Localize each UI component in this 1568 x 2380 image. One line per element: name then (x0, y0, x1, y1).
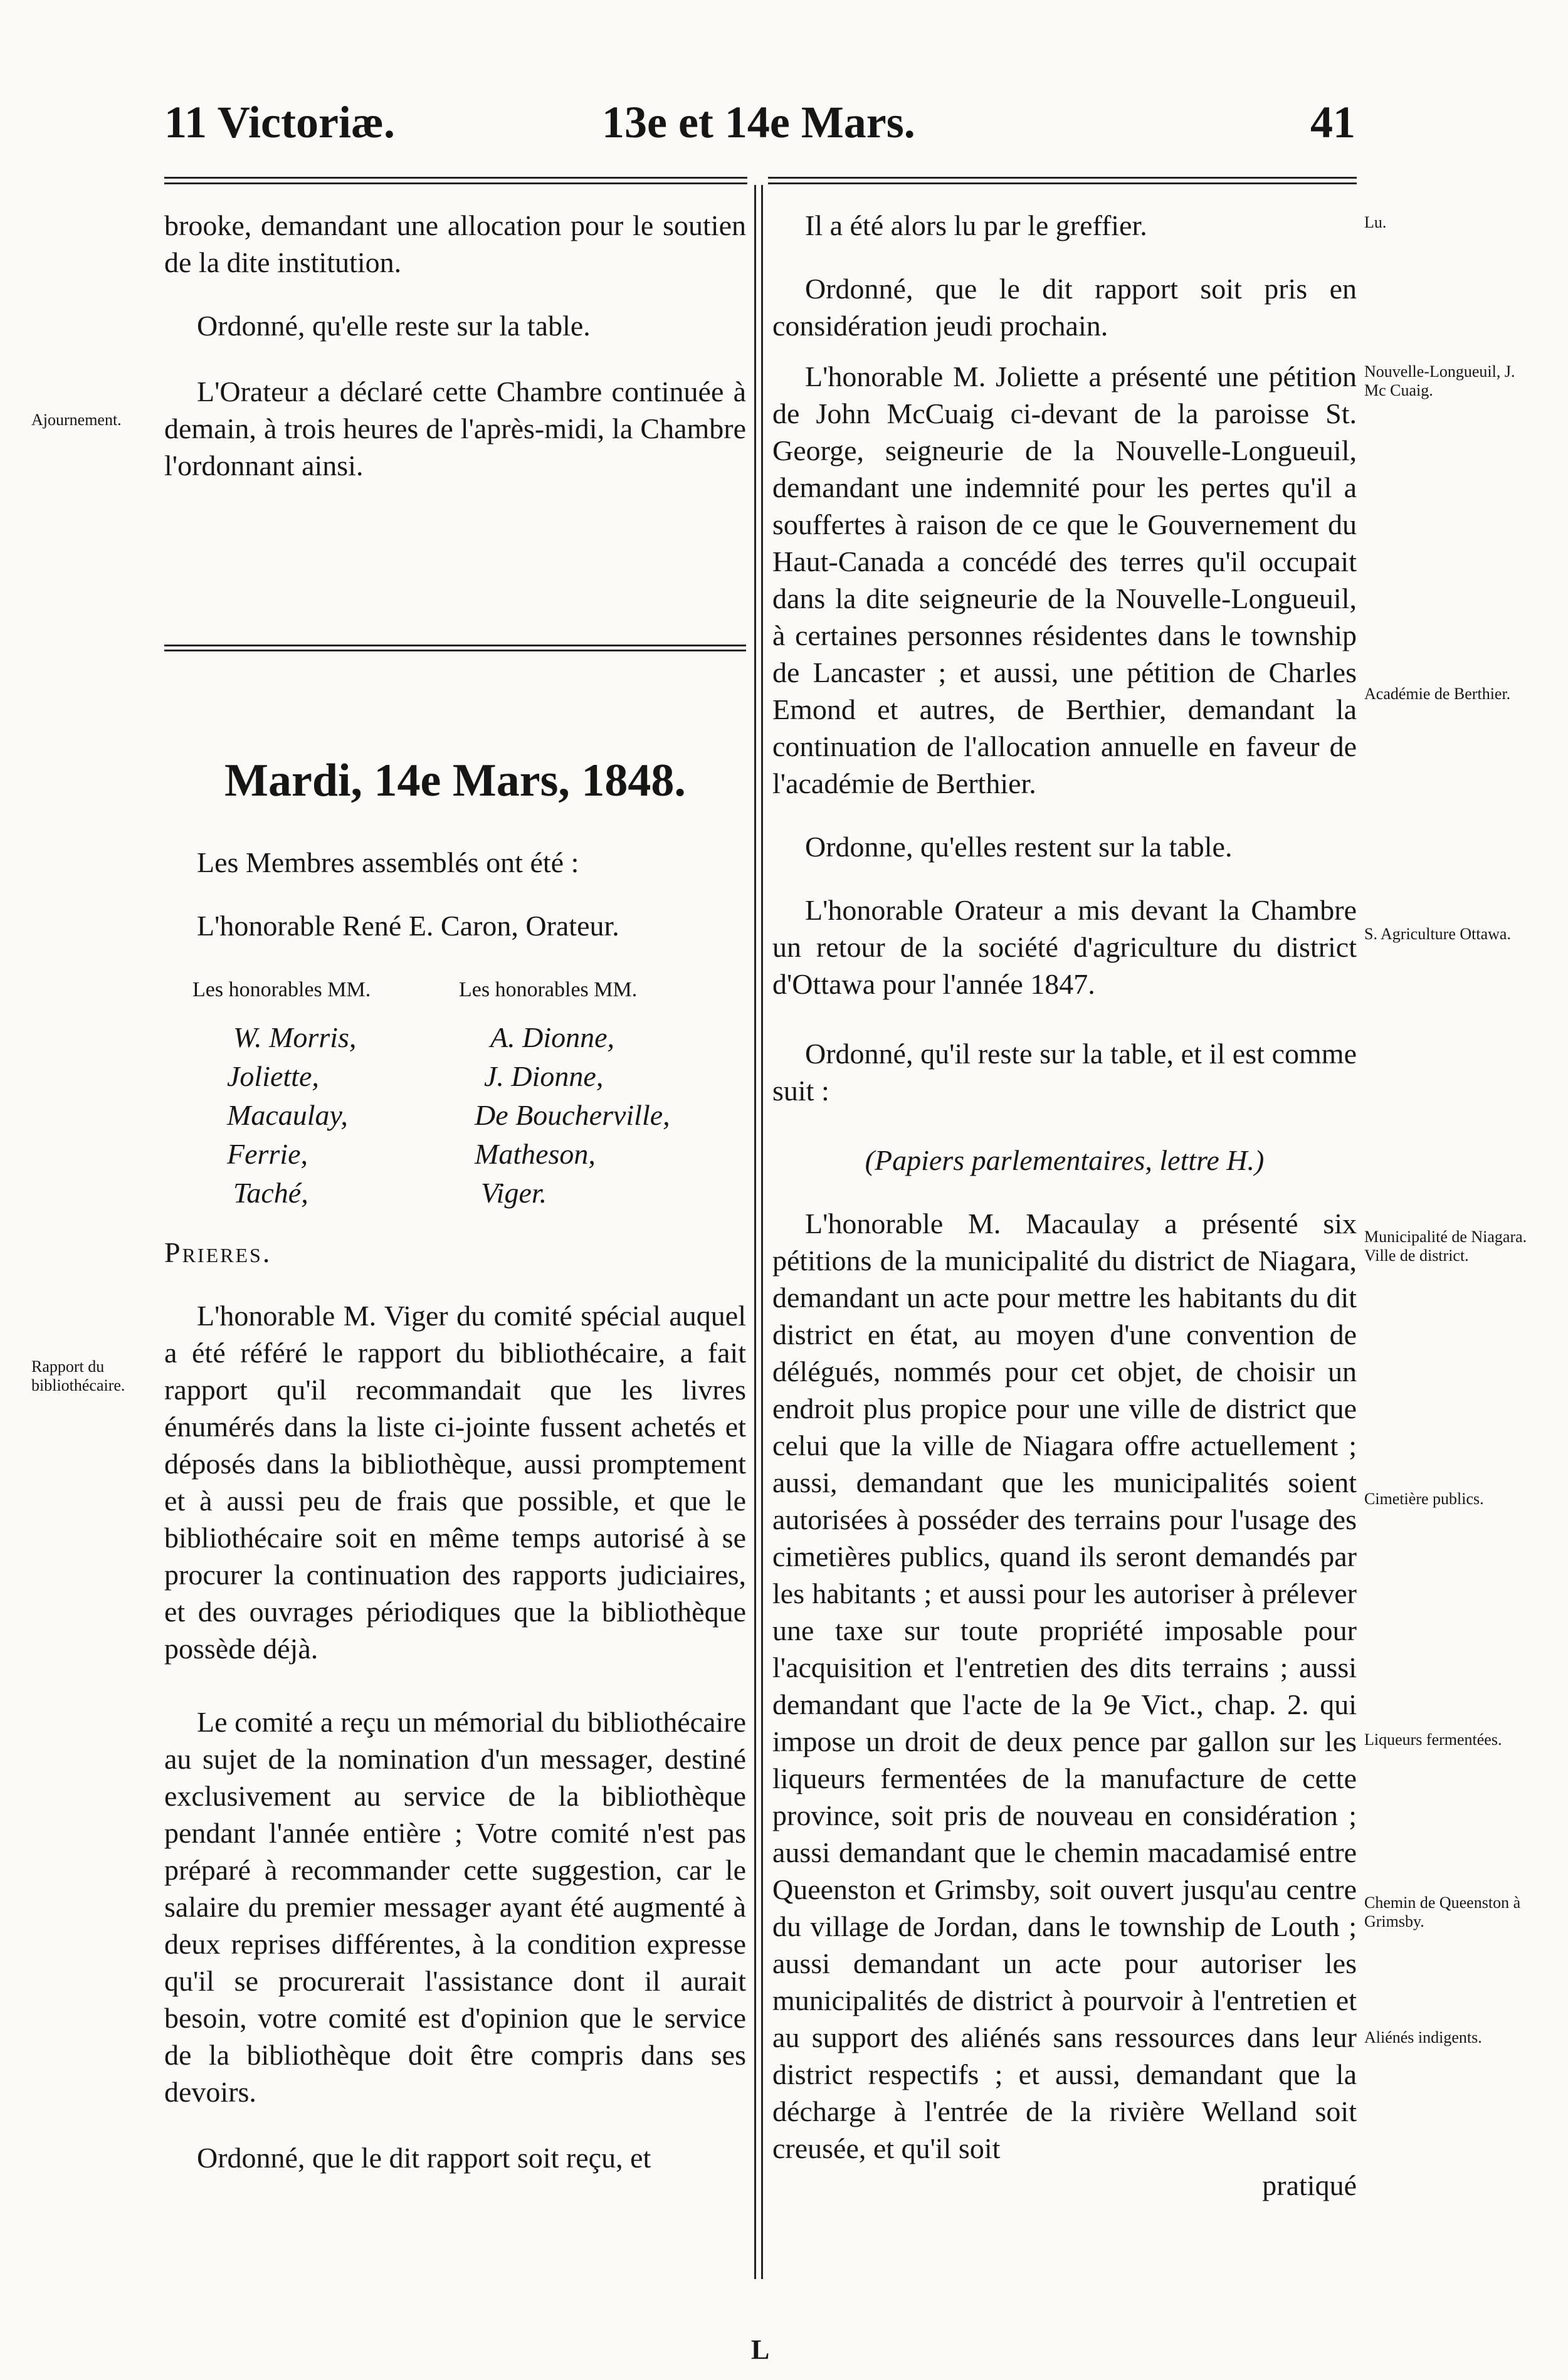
prieres-heading: Prieres. (164, 1236, 272, 1268)
paragraph: (Papiers parlementaires, lettre H.) (865, 1144, 1265, 1176)
member-name: De Boucherville, (475, 1099, 670, 1131)
member-name: Macaulay, (227, 1099, 348, 1131)
margin-note-academie: Académie de Berthier. (1364, 685, 1511, 703)
members-list (164, 971, 746, 1213)
margin-note-chemin: Chemin de Queenston à Grimsby. (1364, 1893, 1521, 1930)
paragraph: pratiqué (1262, 2169, 1357, 2201)
margin-note-liqueurs: Liqueurs fermentées. (1364, 1730, 1502, 1749)
margin-note-agriculture: S. Agriculture Ottawa. (1364, 925, 1511, 943)
paragraph: brooke, demandant une allocation pour le soutien de la dite institution. (164, 209, 746, 278)
paragraph: Il a été alors lu par le greffier. (805, 209, 1147, 241)
running-head-center: 13e et 14e Mars. (602, 97, 915, 147)
speaker-line: L'honorable René E. Caron, Orateur. (197, 910, 619, 942)
margin-note-cimetiere: Cimetière publics. (1364, 1490, 1484, 1508)
column-separator (754, 185, 763, 2279)
member-name: Viger. (481, 1177, 547, 1209)
paragraph: Ordonné, qu'il reste sur la table, et il est comme suit : (772, 1038, 1357, 1107)
paragraph: Ordonne, qu'elles restent sur la table. (805, 831, 1233, 863)
signature-mark: L (751, 2334, 770, 2365)
margin-note-lu: Lu. (1364, 213, 1387, 231)
paragraph: L'honorable M. Joliette a présenté une pétition de John McCuaig ci-devant de la paroisse St. George, seigneurie de la Nouvelle-Longueuil, demandant une indemnité pour les pertes qu'il a souffertes à raison de ce que le Gouvernement du Haut-Canada a concédé des terres qu'il occupait dans la dite seigneurie de la Nouvelle-Longueuil, à certaines personnes résidentes dans le township de Lancaster ; et aussi, une pétition de Charles Emond et autres, de Berthier, demandant la continuation de l'allocation annuelle en faveur de l'académie de Berthier. (772, 361, 1357, 799)
left-column-session (164, 752, 746, 2203)
member-name: Taché, (233, 1177, 308, 1209)
margin-note-rapport: Rapport du bibliothécaire. (31, 1357, 125, 1394)
margin-note-ajournement: Ajournement. (31, 411, 122, 429)
members-header: Les honorables MM. (459, 978, 638, 1001)
margin-note-alienes: Aliénés indigents. (1364, 2028, 1482, 2046)
paragraph: Ordonné, qu'elle reste sur la table. (197, 310, 591, 342)
margin-note-nouvelle-longueuil: Nouvelle-Longueuil, J. Mc Cuaig. (1364, 362, 1515, 399)
member-name: J. Dionne, (484, 1060, 604, 1092)
member-name: W. Morris, (233, 1021, 357, 1053)
left-column (164, 207, 746, 510)
margin-note-municipalite: Municipalité de Niagara. Ville de district. (1364, 1228, 1527, 1265)
section-title: Mardi, 14e Mars, 1848. (224, 755, 686, 806)
attendance-intro: Les Membres assemblés ont été : (197, 846, 579, 878)
paragraph: Ordonné, que le dit rapport soit pris en considération jeudi prochain. (772, 273, 1357, 342)
paragraph: L'honorable M. Macaulay a présenté six pétitions de la municipalité du district de Niagara, demandant un acte pour mettre les habitants du dit district en état, au moyen d'une convention de délégués, nommés pour cet objet, de choisir un endroit plus propice pour une ville de district que celui que la ville de Niagara offre actuellement ; aussi, demandant que les municipalités soient autorisées à posséder des terrains pour l'usage des cimetières publics, quand ils seront demandés par les habitants ; et aussi pour les autoriser à prélever une taxe sur toute propriété imposable pour l'acquisition et l'entretien des dits terrains ; aussi demandant que l'acte de la 9e Vict., chap. 2. qui impose un droit de deux pence par gallon sur les liqueurs fermentées de la manufacture de cette province, soit pris de nouveau en considération ; aussi demandant que le chemin macadamisé entre Queenston et Grimsby, soit ouvert jusqu'au centre du village de Jordan, dans le township de Louth ; aussi demandant un acte pour autoriser les municipalités de district à pourvoir à l'entretien et au support des aliénés sans ressources dans leur district respectifs ; et aussi, demandant que la décharge à l'entrée de la rivière Welland soit creusée, et qu'il soit (772, 1208, 1357, 2164)
top-rule-right (768, 177, 1357, 184)
paragraph: L'Orateur a déclaré cette Chambre continuée à demain, à trois heures de l'après-midi, la Chambre l'ordonnant ainsi. (164, 376, 746, 482)
paragraph: L'honorable Orateur a mis devant la Chambre un retour de la société d'agriculture du district d'Ottawa pour l'année 1847. (772, 894, 1357, 1000)
paragraph: Ordonné, que le dit rapport soit reçu, et (197, 2142, 651, 2174)
member-name: Joliette, (227, 1060, 319, 1092)
section-divider (164, 645, 746, 651)
member-name: A. Dionne, (490, 1021, 615, 1053)
right-column (772, 207, 1357, 2230)
running-head-left: 11 Victoriæ. (164, 97, 395, 147)
paragraph: L'honorable M. Viger du comité spécial auquel a été référé le rapport du bibliothécaire, a fait rapport qu'il recommandait que les livres énumérés dans la liste ci-jointe fussent achetés et déposés dans la bibliothèque, aussi promptement et à aussi peu de frais que possible, et que le bibliothécaire soit en même temps autorisé à se procurer la continuation des rapports judiciaires, et des ouvrages périodiques que la bibliothèque possède déjà. (164, 1300, 746, 1665)
members-column-2 (440, 971, 716, 1213)
member-name: Matheson, (475, 1138, 596, 1170)
member-name: Ferrie, (227, 1138, 308, 1170)
paragraph: Le comité a reçu un mémorial du bibliothécaire au sujet de la nomination d'un messager, destiné exclusivement au service de la bibliothèque pendant l'année entière ; Votre comité n'est pas préparé à recommander cette suggestion, car le salaire du premier messager ayant été augmenté à deux reprises différentes, à la condition expresse qu'il se procurerait l'assistance dont il aurait besoin, votre comité est d'opinion que le service de la bibliothèque doit être compris dans ses devoirs. (164, 1706, 746, 2108)
members-header: Les honorables MM. (192, 978, 371, 1001)
page-number: 41 (1310, 97, 1355, 147)
top-rule-left (164, 177, 747, 184)
members-column-1 (164, 971, 440, 1213)
